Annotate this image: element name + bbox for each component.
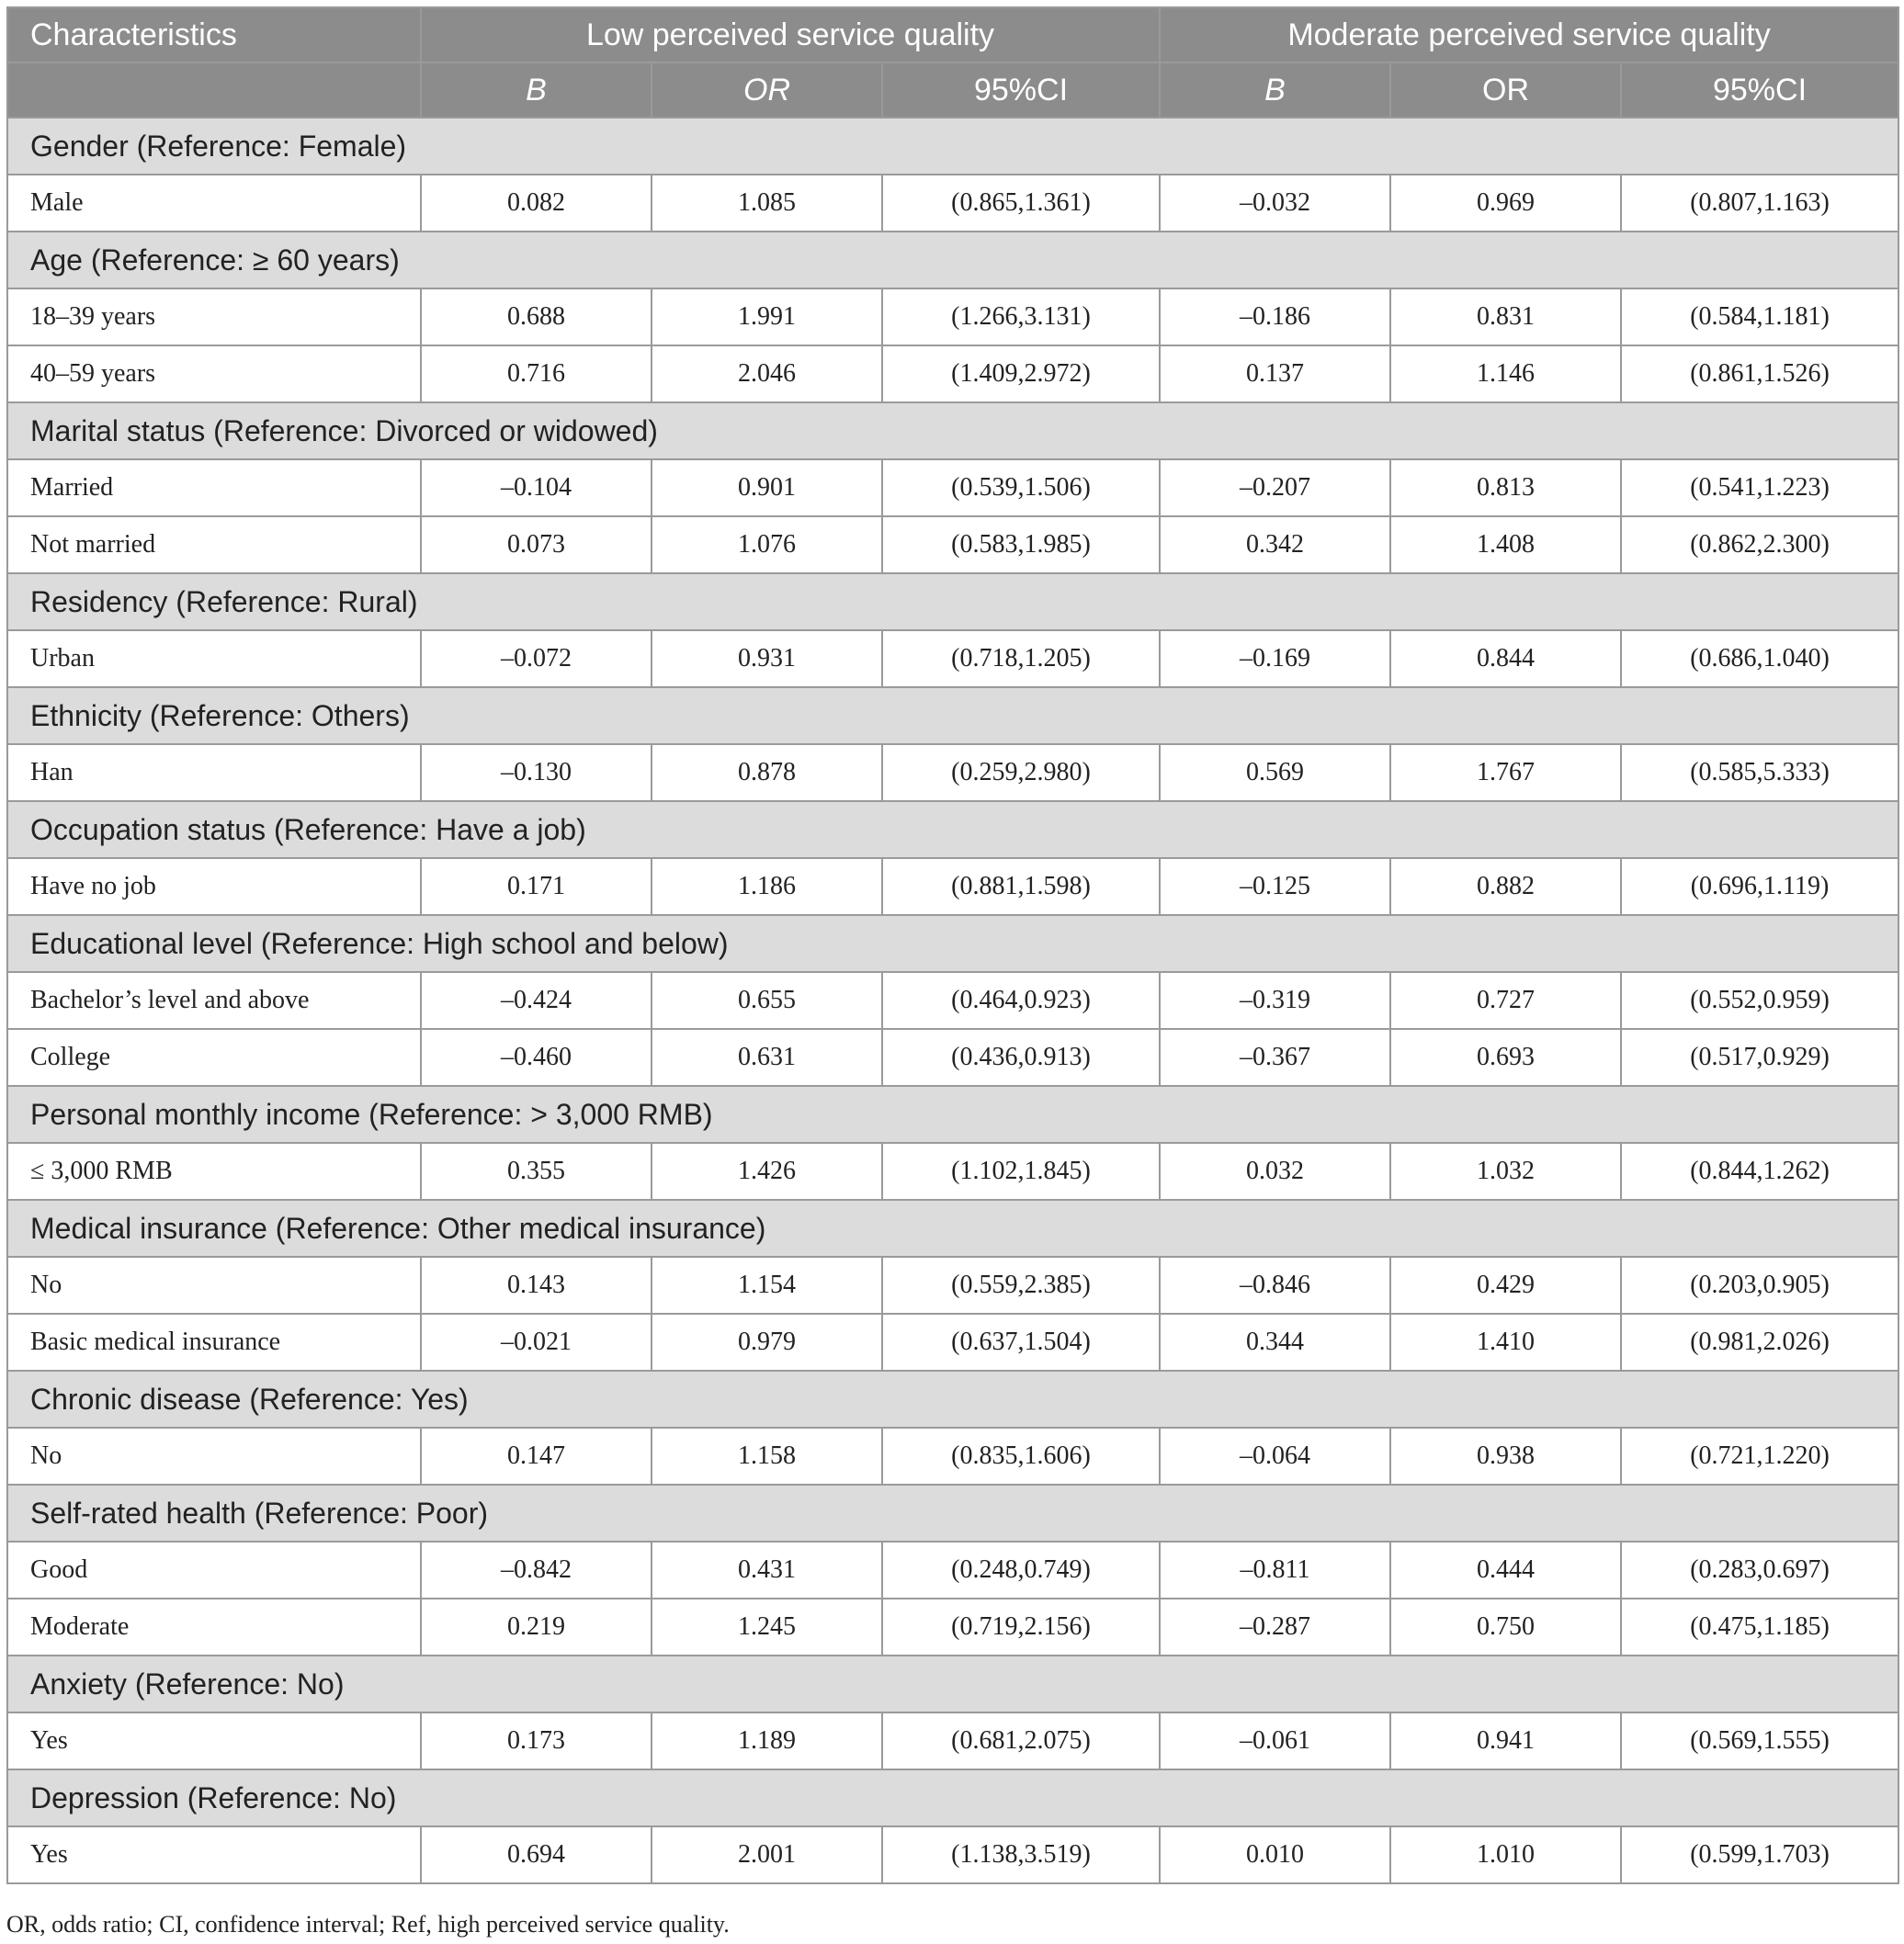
header-row-groups: [7, 7, 1898, 62]
low-ci-value: (0.718,1.205): [882, 630, 1160, 687]
low-b-value: –0.424: [421, 972, 652, 1029]
section-title: Self-rated health (Reference: Poor): [7, 1485, 1898, 1542]
table-row: [7, 516, 1898, 573]
header-moderate-or: OR: [1390, 62, 1621, 118]
row-label: Urban: [7, 630, 421, 687]
table-row: [7, 175, 1898, 232]
section-header-row: [7, 402, 1898, 459]
low-or-value: 1.189: [652, 1712, 882, 1769]
table-row: [7, 1029, 1898, 1086]
row-label: Moderate: [7, 1599, 421, 1656]
moderate-ci-value: (0.721,1.220): [1621, 1428, 1898, 1485]
section-title: Anxiety (Reference: No): [7, 1656, 1898, 1712]
moderate-ci-value: (0.981,2.026): [1621, 1314, 1898, 1371]
moderate-or-value: 0.429: [1390, 1257, 1621, 1314]
low-ci-value: (0.637,1.504): [882, 1314, 1160, 1371]
row-label: No: [7, 1257, 421, 1314]
low-ci-value: (0.464,0.923): [882, 972, 1160, 1029]
low-b-value: –0.021: [421, 1314, 652, 1371]
moderate-ci-value: (0.475,1.185): [1621, 1599, 1898, 1656]
moderate-b-value: 0.032: [1160, 1143, 1390, 1200]
moderate-or-value: 0.727: [1390, 972, 1621, 1029]
low-ci-value: (0.835,1.606): [882, 1428, 1160, 1485]
low-ci-value: (0.881,1.598): [882, 858, 1160, 915]
low-ci-value: (0.681,2.075): [882, 1712, 1160, 1769]
low-ci-value: (0.865,1.361): [882, 175, 1160, 232]
section-title: Age (Reference: ≥ 60 years): [7, 232, 1898, 288]
low-ci-value: (0.259,2.980): [882, 744, 1160, 801]
moderate-or-value: 0.882: [1390, 858, 1621, 915]
moderate-or-value: 1.408: [1390, 516, 1621, 573]
moderate-ci-value: (0.541,1.223): [1621, 459, 1898, 516]
section-header-row: [7, 232, 1898, 288]
moderate-ci-value: (0.203,0.905): [1621, 1257, 1898, 1314]
low-or-value: 0.878: [652, 744, 882, 801]
low-ci-value: (0.559,2.385): [882, 1257, 1160, 1314]
moderate-or-value: 0.831: [1390, 288, 1621, 345]
low-b-value: –0.130: [421, 744, 652, 801]
header-low-or: OR: [652, 62, 882, 118]
moderate-ci-value: (0.696,1.119): [1621, 858, 1898, 915]
low-b-value: –0.460: [421, 1029, 652, 1086]
moderate-ci-value: (0.599,1.703): [1621, 1826, 1898, 1883]
low-ci-value: (1.102,1.845): [882, 1143, 1160, 1200]
moderate-b-value: 0.342: [1160, 516, 1390, 573]
section-header-row: [7, 687, 1898, 744]
moderate-ci-value: (0.584,1.181): [1621, 288, 1898, 345]
low-ci-value: (1.138,3.519): [882, 1826, 1160, 1883]
low-b-value: 0.073: [421, 516, 652, 573]
low-or-value: 1.186: [652, 858, 882, 915]
low-ci-value: (0.719,2.156): [882, 1599, 1160, 1656]
section-title: Educational level (Reference: High school and below): [7, 915, 1898, 972]
table-body: [7, 118, 1898, 1883]
section-title: Residency (Reference: Rural): [7, 573, 1898, 630]
header-low-perceived-service-quality: Low perceived service quality: [421, 7, 1160, 62]
table-row: [7, 858, 1898, 915]
table-row: [7, 972, 1898, 1029]
moderate-or-value: 1.032: [1390, 1143, 1621, 1200]
low-or-value: 2.046: [652, 345, 882, 402]
moderate-ci-value: (0.686,1.040): [1621, 630, 1898, 687]
table-row: [7, 345, 1898, 402]
moderate-b-value: 0.569: [1160, 744, 1390, 801]
section-header-row: [7, 1769, 1898, 1826]
table-row: [7, 1257, 1898, 1314]
section-header-row: [7, 1200, 1898, 1257]
low-b-value: 0.694: [421, 1826, 652, 1883]
moderate-ci-value: (0.569,1.555): [1621, 1712, 1898, 1769]
section-header-row: [7, 1086, 1898, 1143]
table-row: [7, 744, 1898, 801]
logistic-regression-table: [6, 6, 1899, 1884]
moderate-ci-value: (0.861,1.526): [1621, 345, 1898, 402]
row-label: Bachelor’s level and above: [7, 972, 421, 1029]
low-b-value: 0.355: [421, 1143, 652, 1200]
moderate-b-value: –0.367: [1160, 1029, 1390, 1086]
row-label: 40–59 years: [7, 345, 421, 402]
moderate-ci-value: (0.807,1.163): [1621, 175, 1898, 232]
low-ci-value: (0.583,1.985): [882, 516, 1160, 573]
low-or-value: 1.158: [652, 1428, 882, 1485]
moderate-b-value: –0.064: [1160, 1428, 1390, 1485]
moderate-b-value: –0.032: [1160, 175, 1390, 232]
section-header-row: [7, 915, 1898, 972]
section-title: Depression (Reference: No): [7, 1769, 1898, 1826]
low-ci-value: (1.266,3.131): [882, 288, 1160, 345]
low-b-value: 0.171: [421, 858, 652, 915]
table-row: [7, 1542, 1898, 1599]
table-row: [7, 1428, 1898, 1485]
table-row: [7, 630, 1898, 687]
low-ci-value: (1.409,2.972): [882, 345, 1160, 402]
section-title: Gender (Reference: Female): [7, 118, 1898, 175]
section-title: Medical insurance (Reference: Other medical insurance): [7, 1200, 1898, 1257]
moderate-ci-value: (0.862,2.300): [1621, 516, 1898, 573]
moderate-or-value: 1.010: [1390, 1826, 1621, 1883]
table-row: [7, 1599, 1898, 1656]
low-b-value: 0.219: [421, 1599, 652, 1656]
table-footnote: OR, odds ratio; CI, confidence interval; Ref, high perceived service quality.: [6, 1911, 730, 1938]
low-or-value: 0.655: [652, 972, 882, 1029]
low-or-value: 1.991: [652, 288, 882, 345]
low-b-value: –0.072: [421, 630, 652, 687]
moderate-ci-value: (0.517,0.929): [1621, 1029, 1898, 1086]
section-title: Marital status (Reference: Divorced or widowed): [7, 402, 1898, 459]
moderate-ci-value: (0.585,5.333): [1621, 744, 1898, 801]
moderate-or-value: 0.844: [1390, 630, 1621, 687]
row-label: College: [7, 1029, 421, 1086]
section-header-row: [7, 1371, 1898, 1428]
moderate-or-value: 1.410: [1390, 1314, 1621, 1371]
low-ci-value: (0.248,0.749): [882, 1542, 1160, 1599]
low-b-value: –0.104: [421, 459, 652, 516]
table-header: [7, 7, 1898, 118]
moderate-b-value: –0.061: [1160, 1712, 1390, 1769]
row-label: Good: [7, 1542, 421, 1599]
moderate-b-value: –0.846: [1160, 1257, 1390, 1314]
moderate-b-value: –0.125: [1160, 858, 1390, 915]
low-or-value: 1.076: [652, 516, 882, 573]
moderate-or-value: 0.750: [1390, 1599, 1621, 1656]
header-empty-cell: [7, 62, 421, 118]
section-header-row: [7, 1656, 1898, 1712]
row-label: ≤ 3,000 RMB: [7, 1143, 421, 1200]
row-label: Married: [7, 459, 421, 516]
header-low-b: B: [421, 62, 652, 118]
low-b-value: 0.143: [421, 1257, 652, 1314]
low-or-value: 2.001: [652, 1826, 882, 1883]
moderate-b-value: –0.207: [1160, 459, 1390, 516]
table-row: [7, 459, 1898, 516]
row-label: 18–39 years: [7, 288, 421, 345]
low-b-value: 0.082: [421, 175, 652, 232]
row-label: Basic medical insurance: [7, 1314, 421, 1371]
low-b-value: –0.842: [421, 1542, 652, 1599]
moderate-b-value: 0.010: [1160, 1826, 1390, 1883]
low-or-value: 1.245: [652, 1599, 882, 1656]
results-table-container: [6, 6, 1898, 1884]
moderate-b-value: 0.344: [1160, 1314, 1390, 1371]
moderate-or-value: 0.969: [1390, 175, 1621, 232]
table-row: [7, 1826, 1898, 1883]
moderate-or-value: 0.938: [1390, 1428, 1621, 1485]
moderate-b-value: –0.169: [1160, 630, 1390, 687]
section-title: Personal monthly income (Reference: > 3,000 RMB): [7, 1086, 1898, 1143]
row-label: Yes: [7, 1826, 421, 1883]
row-label: No: [7, 1428, 421, 1485]
section-header-row: [7, 801, 1898, 858]
row-label: Male: [7, 175, 421, 232]
low-ci-value: (0.436,0.913): [882, 1029, 1160, 1086]
table-row: [7, 1143, 1898, 1200]
table-row: [7, 288, 1898, 345]
low-or-value: 0.431: [652, 1542, 882, 1599]
moderate-b-value: 0.137: [1160, 345, 1390, 402]
row-label: Yes: [7, 1712, 421, 1769]
row-label: Have no job: [7, 858, 421, 915]
low-b-value: 0.716: [421, 345, 652, 402]
table-row: [7, 1712, 1898, 1769]
low-ci-value: (0.539,1.506): [882, 459, 1160, 516]
moderate-or-value: 1.146: [1390, 345, 1621, 402]
table-row: [7, 1314, 1898, 1371]
header-moderate-b: B: [1160, 62, 1390, 118]
row-label: Han: [7, 744, 421, 801]
low-b-value: 0.147: [421, 1428, 652, 1485]
low-or-value: 0.901: [652, 459, 882, 516]
section-title: Chronic disease (Reference: Yes): [7, 1371, 1898, 1428]
header-moderate-ci: 95%CI: [1621, 62, 1898, 118]
low-or-value: 0.631: [652, 1029, 882, 1086]
section-title: Ethnicity (Reference: Others): [7, 687, 1898, 744]
moderate-b-value: –0.287: [1160, 1599, 1390, 1656]
moderate-ci-value: (0.283,0.697): [1621, 1542, 1898, 1599]
moderate-b-value: –0.811: [1160, 1542, 1390, 1599]
header-low-ci: 95%CI: [882, 62, 1160, 118]
moderate-or-value: 0.813: [1390, 459, 1621, 516]
header-row-columns: [7, 62, 1898, 118]
moderate-b-value: –0.319: [1160, 972, 1390, 1029]
section-title: Occupation status (Reference: Have a job): [7, 801, 1898, 858]
moderate-ci-value: (0.552,0.959): [1621, 972, 1898, 1029]
low-or-value: 0.979: [652, 1314, 882, 1371]
header-moderate-perceived-service-quality: Moderate perceived service quality: [1160, 7, 1898, 62]
section-header-row: [7, 573, 1898, 630]
moderate-or-value: 0.444: [1390, 1542, 1621, 1599]
moderate-ci-value: (0.844,1.262): [1621, 1143, 1898, 1200]
low-or-value: 1.085: [652, 175, 882, 232]
low-or-value: 1.154: [652, 1257, 882, 1314]
section-header-row: [7, 1485, 1898, 1542]
low-or-value: 0.931: [652, 630, 882, 687]
low-b-value: 0.173: [421, 1712, 652, 1769]
low-or-value: 1.426: [652, 1143, 882, 1200]
low-b-value: 0.688: [421, 288, 652, 345]
moderate-or-value: 1.767: [1390, 744, 1621, 801]
moderate-b-value: –0.186: [1160, 288, 1390, 345]
moderate-or-value: 0.693: [1390, 1029, 1621, 1086]
moderate-or-value: 0.941: [1390, 1712, 1621, 1769]
row-label: Not married: [7, 516, 421, 573]
header-characteristics: Characteristics: [7, 7, 421, 62]
section-header-row: [7, 118, 1898, 175]
